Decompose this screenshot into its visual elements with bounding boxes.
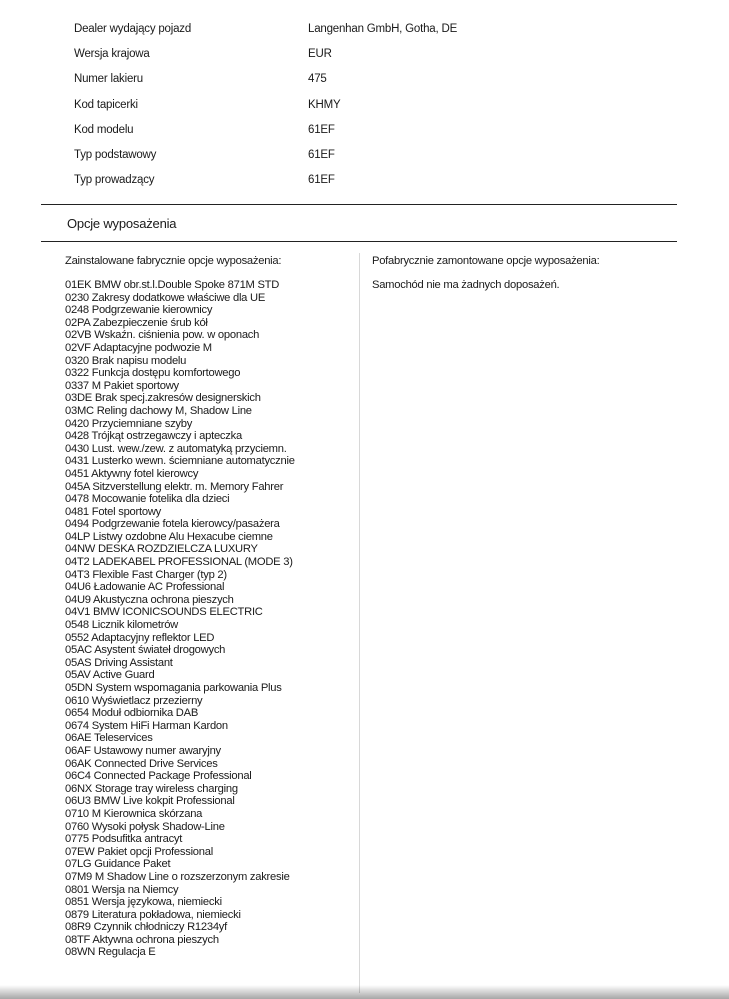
factory-option-item: 0431 Lusterko wewn. ściemniane automatycznie [65,455,295,468]
aftermarket-options-column [372,253,672,292]
factory-option-item: 0775 Podsufitka antracyt [65,833,183,846]
info-label: Typ prowadzący [74,174,155,187]
factory-option-item: 0478 Mocowanie fotelika dla dzieci [65,493,230,506]
factory-option-item: 0801 Wersja na Niemcy [65,883,179,896]
factory-option-item: 0760 Wysoki połysk Shadow-Line [65,820,225,833]
info-label: Typ podstawowy [74,148,157,161]
factory-option-item: 07EW Pakiet opcji Professional [65,845,213,858]
factory-option-item: 04LP Listwy ozdobne Alu Hexacube ciemne [65,530,273,543]
info-row [74,143,674,168]
factory-option-item: 0674 System HiFi Harman Kardon [65,719,228,732]
factory-option-item: 0248 Podgrzewanie kierownicy [65,304,213,317]
info-row [74,168,674,193]
factory-option-item: 08WN Regulacja E [65,946,156,959]
info-value: 61EF [308,123,335,136]
factory-option-item: 0851 Wersja językowa, niemiecki [65,896,222,909]
factory-option-item: 02VB Wskaźn. ciśnienia pow. w oponach [65,329,260,342]
factory-option-item: 05AS Driving Assistant [65,656,173,669]
factory-options-column [65,253,350,959]
vehicle-info-table [74,17,674,193]
info-row [74,67,674,92]
info-row [74,42,674,67]
factory-option-item: 03DE Brak specj.zakresów designerskich [65,392,261,405]
info-row [74,118,674,143]
section-divider-bottom [41,241,677,242]
column-divider [359,253,360,993]
factory-option-item: 04T3 Flexible Fast Charger (typ 2) [65,568,227,581]
factory-option-item: 0548 Licznik kilometrów [65,619,179,632]
factory-option-item: 04NW DESKA ROZDZIELCZA LUXURY [65,543,258,556]
info-value: 61EF [308,174,335,187]
factory-option-item: 05DN System wspomagania parkowania Plus [65,682,282,694]
info-row [74,93,674,118]
aftermarket-options-text: Samochód nie ma żadnych doposażeń. [372,279,560,291]
info-value: 475 [308,73,327,86]
factory-option-item: 0337 M Pakiet sportowy [65,379,179,392]
factory-option-item: 06AF Ustawowy numer awaryjny [65,744,221,757]
info-label: Kod tapicerki [74,98,138,111]
factory-option-item: 0610 Wyświetlacz przezierny [65,694,203,707]
factory-option-item: 0710 M Kierownica skórzana [65,807,203,820]
factory-option-item: 045A Sitzverstellung elektr. m. Memory Fahrer [65,480,284,493]
factory-option-item: 04T2 LADEKABEL PROFESSIONAL (MODE 3) [65,556,293,569]
factory-option-item: 02PA Zabezpieczenie śrub kół [65,316,208,329]
info-value: EUR [308,48,332,61]
info-value: 61EF [308,148,335,161]
section-divider-top [41,204,677,205]
factory-option-item: 06AK Connected Drive Services [65,757,218,770]
factory-option-item: 0451 Aktywny fotel kierowcy [65,467,199,480]
info-label: Kod modelu [74,123,134,136]
factory-option-item: 0320 Brak napisu modelu [65,354,187,367]
factory-option-item: 01EK BMW obr.st.l.Double Spoke 871M STD [65,279,280,291]
factory-option-item: 06NX Storage tray wireless charging [65,782,238,795]
factory-option-item: 06C4 Connected Package Professional [65,770,252,783]
info-row [74,17,674,42]
factory-option-item: 0494 Podgrzewanie fotela kierowcy/pasażera [65,518,280,531]
factory-option-item: 08R9 Czynnik chłodniczy R1234yf [65,921,228,934]
info-label: Numer lakieru [74,73,143,86]
aftermarket-options-heading: Pofabrycznie zamontowane opcje wyposażenia: [372,255,600,267]
factory-option-item: 07M9 M Shadow Line o rozszerzonym zakresie [65,870,290,883]
factory-option-item: 04U9 Akustyczna ochrona pieszych [65,593,234,606]
factory-options-list [65,279,350,959]
factory-option-item: 0430 Lust. wew./zew. z automatyką przyciemn. [65,442,287,455]
factory-option-item: 0230 Zakresy dodatkowe właściwe dla UE [65,291,266,304]
factory-option-item: 07LG Guidance Paket [65,858,171,871]
info-value: KHMY [308,98,341,111]
factory-option-item: 0322 Funkcja dostępu komfortowego [65,367,241,380]
factory-option-item: 06AE Teleservices [65,732,153,745]
info-label: Wersja krajowa [74,48,150,61]
info-label: Dealer wydający pojazd [74,23,192,35]
factory-option-item: 05AC Asystent świateł drogowych [65,644,226,657]
bottom-shadow [0,985,729,999]
factory-option-item: 03MC Reling dachowy M, Shadow Line [65,404,252,417]
factory-option-item: 0552 Adaptacyjny reflektor LED [65,631,215,644]
factory-options-heading: Zainstalowane fabrycznie opcje wyposażenia: [65,255,282,267]
factory-option-item: 05AV Active Guard [65,669,155,682]
factory-option-item: 04V1 BMW ICONICSOUNDS ELECTRIC [65,606,263,619]
factory-option-item: 02VF Adaptacyjne podwozie M [65,341,212,354]
factory-option-item: 0420 Przyciemniane szyby [65,417,193,430]
factory-option-item: 04U6 Ładowanie AC Professional [65,581,225,594]
factory-option-item: 0481 Fotel sportowy [65,505,161,518]
factory-option-item: 0428 Trójkąt ostrzegawczy i apteczka [65,430,242,443]
factory-option-item: 0654 Moduł odbiornika DAB [65,707,199,720]
info-value: Langenhan GmbH, Gotha, DE [308,23,458,35]
factory-option-item: 06U3 BMW Live kokpit Professional [65,795,235,808]
options-section-title: Opcje wyposażenia [67,216,177,231]
factory-option-item: 08TF Aktywna ochrona pieszych [65,933,219,946]
factory-option-item: 0879 Literatura pokładowa, niemiecki [65,908,241,921]
